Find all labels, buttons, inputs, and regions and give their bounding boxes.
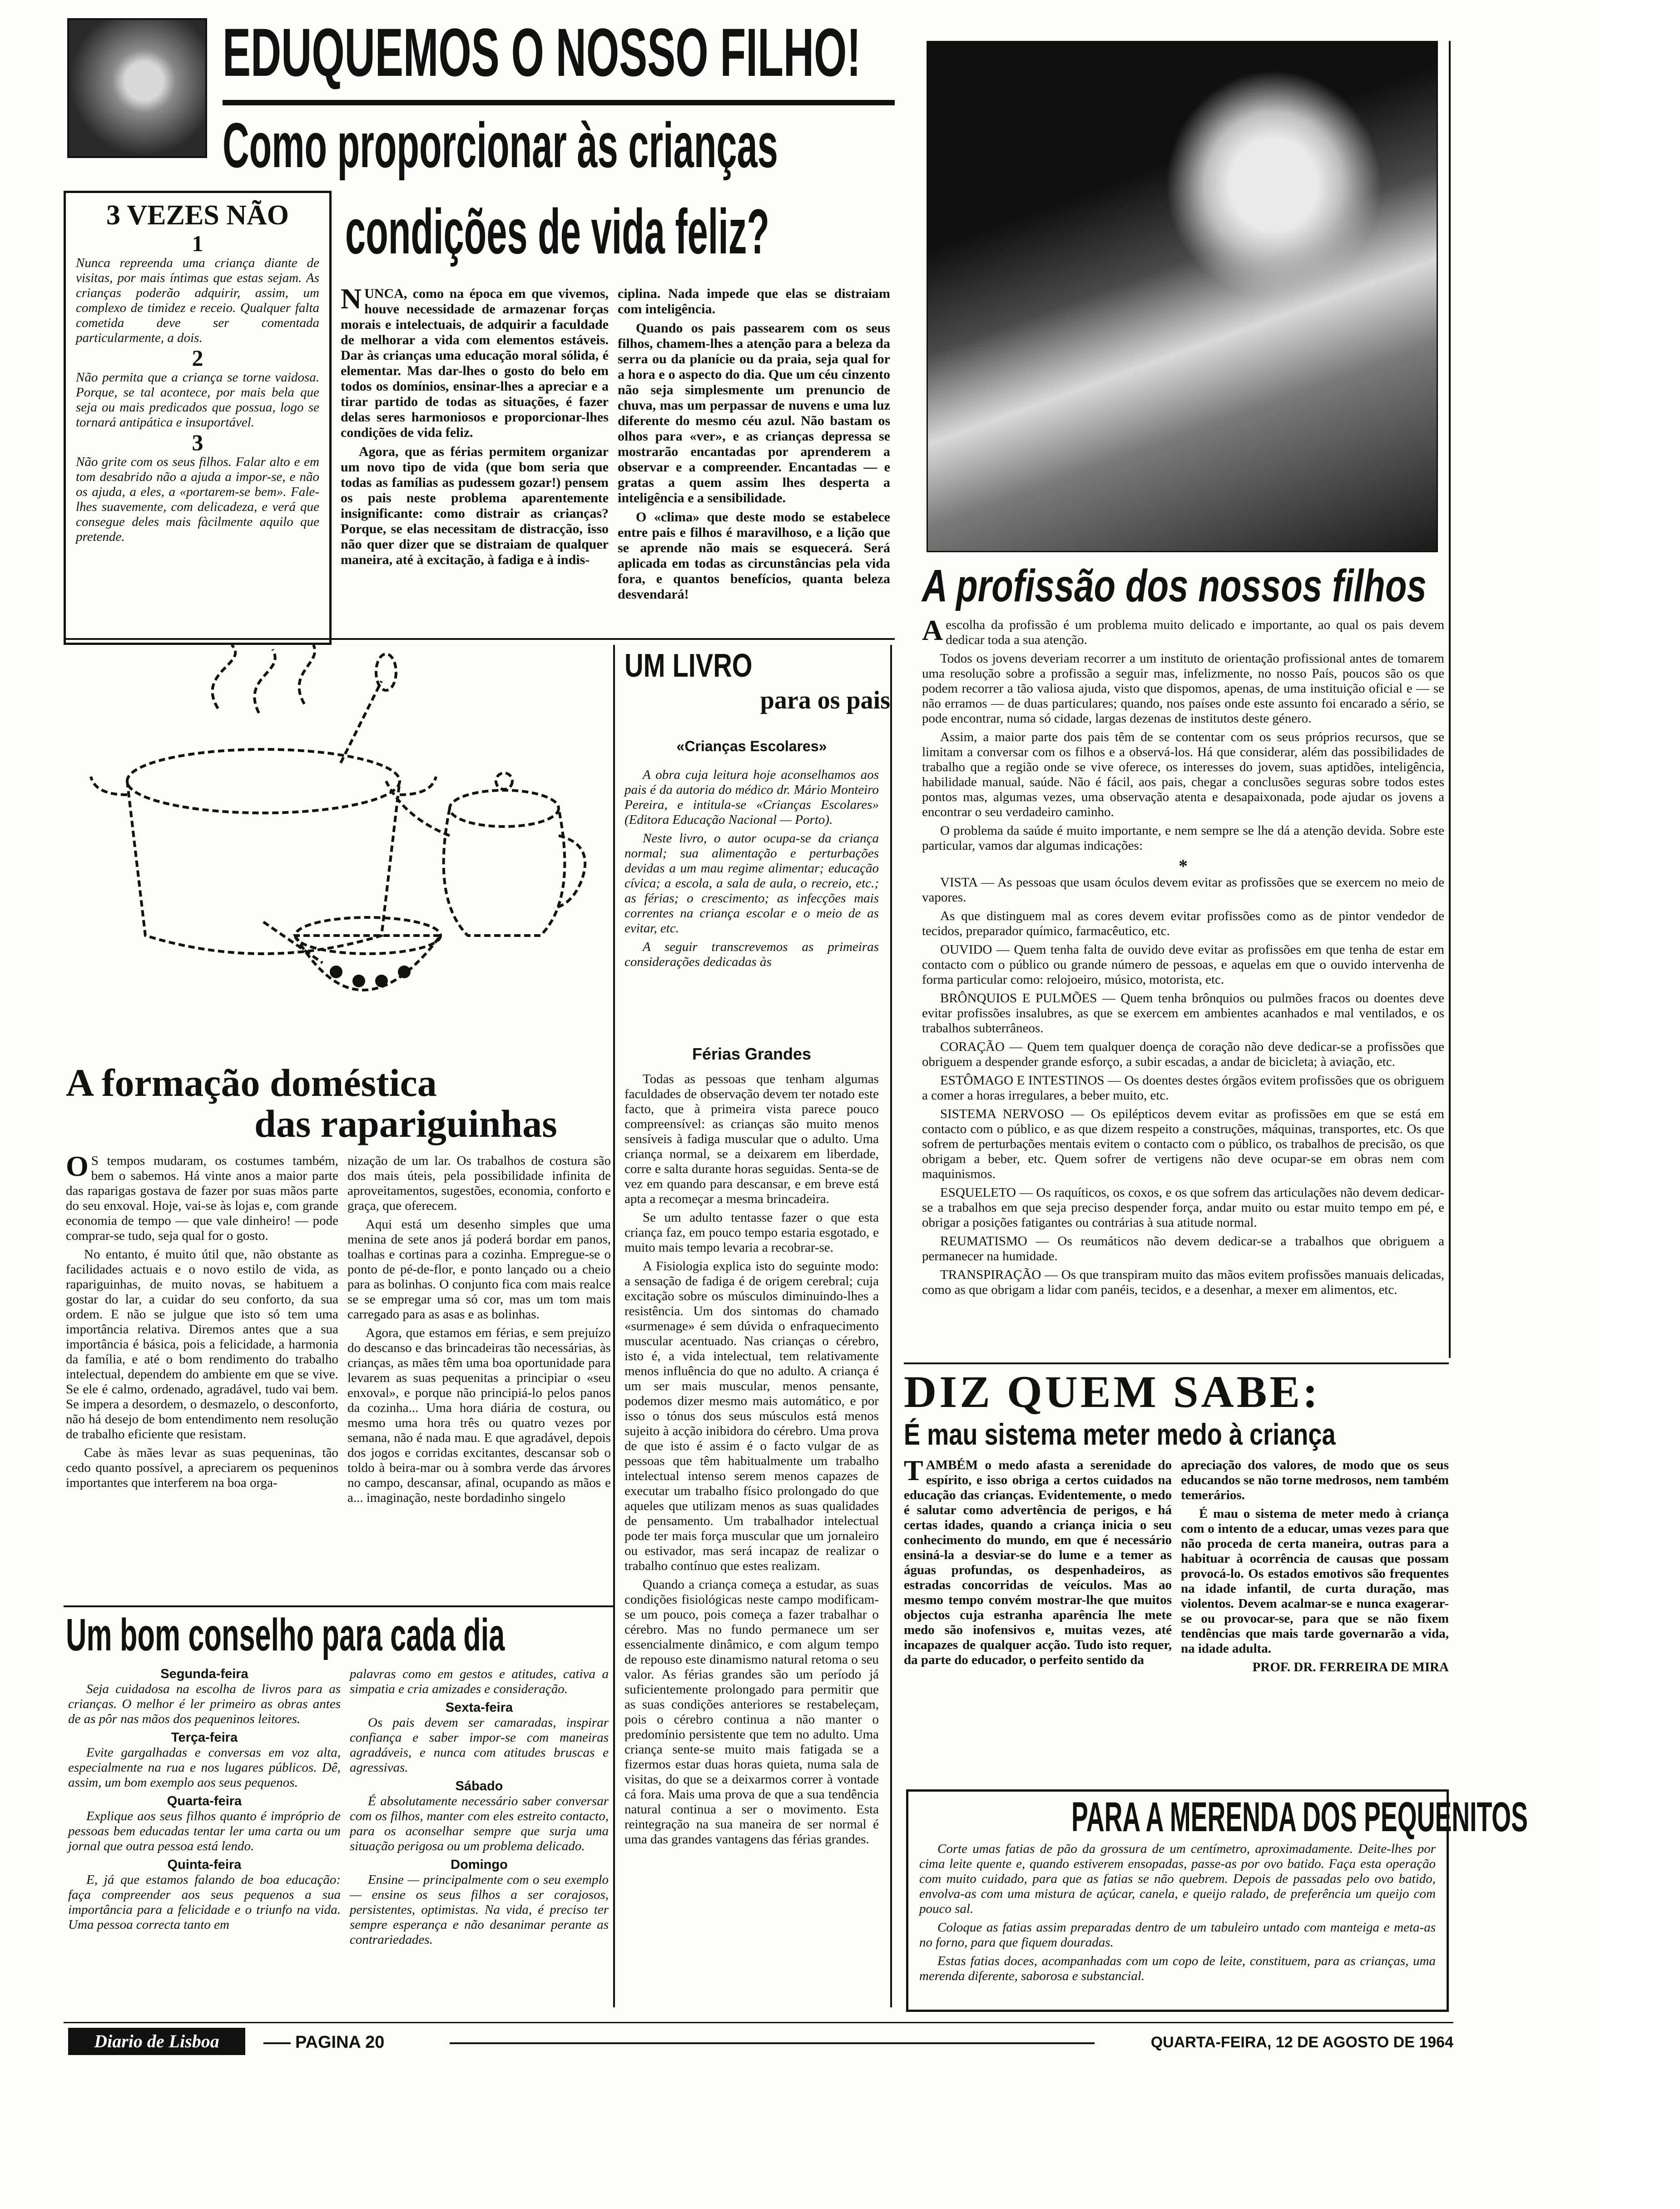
conselho-col1: Segunda-feira Seja cuidadosa na escolha de livros para as crianças. O melhor é ler primeiro as obras antes de as pôr nas mãos dos pequeninos leitores. Terça-feira Evite gargalhadas e conversas em voz alta, especialmente na rua e nos lugares públicos. Dê, assim, um bom exemplo aos seus pequenos. Quarta-feira Explique aos seus filhos quanto é impróprio de pessoas bem educadas tentar ler uma carta ou um jornal que outra pessoa está lendo. Quinta-feira E, já que estamos falando de boa educação: faça compreender aos seus pequenos a sua importância para a felicidade e o triunfo na vida. Uma pessoa correcta tanto em xyxy=(68,1667,341,1932)
formacao-title-1: A formação doméstica xyxy=(66,1061,437,1104)
footer-date: QUARTA-FEIRA, 12 DE AGOSTO DE 1964 xyxy=(1150,2034,1453,2051)
formacao-col1: OS tempos mudaram, os costumes também, bem o sabemos. Há vinte anos a maior parte das raparigas gostava de fazer por suas mãos parte do seu enxoval. Hoje, vai-se às lojas e, com grande economia de tempo — que vale dinheiro! — pode comprar-se tudo, seja qual for o gosto. No entanto, é muito útil que, não obstante as facilidades actuais e o novo estilo de vida, as rapariguinhas, de muito novas, se habituem a gostar do lar, a cuidar do seu conforto, da sua ordem. E não se julgue que isto só tem uma importância relativa. Diremos antes que a sua importância é básica, pois a felicidade, a harmonia da família, e até o bom rendimento do trabalho intelectual, dependem do ambiente em que se vive. Se ele é calmo, ordenado, agradável, tudo vai bem. Se impera a desordem, o desmazelo, o desconforto, não há desejo de bom entendimento nem resolução de trabalho eficiente que resistam. Cabe às mães levar as suas pequeninas, tão cedo quanto possível, a apreciarem os pequeninos importantes que interferem na boa orga- xyxy=(66,1150,338,1490)
livro-subtitle: para os pais xyxy=(760,686,890,714)
diz-quem-col2: apreciação dos valores, de modo que os seus educandos se não torne medrosos, nem também temerários. É mau o sistema de meter medo à criança com o intento de a educar, umas vezes para que não proceda de certa maneira, outras para a habituar à ocorrência de causas que possam provocá-lo. Os estados emotivos são frequentes na idade infantil, de curta duração, mas violentos. Devem acalmar-se e nunca exagerar-se ou provocar-se, para que se não fixem tendências que mais tarde governarão a vida, na idade adulta. PROF. DR. FERREIRA DE MIRA xyxy=(1181,1458,1449,1674)
box-item-2: 2 Não permita que a criança se torne vaidosa. Porque, se tal acontece, por mais bela que seja ou mais predicados que possua, logo se tornará antipática e insuportável. xyxy=(76,345,319,430)
lead-article-col1: NUNCA, como na época em que vivemos, houve necessidade de armazenar forças morais e intelectuais, de adquirir a faculdade de melhorar a vida com elementos estáveis. Dar às crianças uma educação moral sólida, é elementar. Mas dar-lhes o gosto do belo em todos os domínios, ensinar-lhes a apreciar e a tirar partido de todas as situações, é fazer delas seres harmoniosos e proporcionar-lhes condições de vida feliz. Agora, que as férias permitem organizar um novo tipo de vida (que bom seria que todas as famílias as pudessem gozar!) pensem os pais neste problema aparentemente insignificante: como distrair as crianças? Porque, se elas necessitam de distracção, isso não quer dizer que se distraiam de qualquer maneira, até à excitação, à fadiga e à indis- xyxy=(341,282,609,567)
profissao-body: Aescolha da profissão é um problema muito delicado e importante, ao qual os pais devem dedicar toda a sua atenção. Todos os jovens deveriam recorrer a um instituto de orientação profissional antes de tomarem uma resolução sobre a profissão a seguir mas, infelizmente, no nosso País, poucos são os que podem recorrer a tão valiosa ajuda, visto que dispomos, apenas, de uma instituição oficial e — se não erramos — de duas particulares; quando, nos países onde este assunto foi encarado a sério, se pode encontrar, numa só cidade, largas dezenas de institutos deste género. Assim, a maior parte dos pais têm de se contentar com os seus próprios recursos, que se limitam a conversar com os filhos e a observá-los. Há que considerar, além das possibilidades de trabalho que a região onde se vive oferece, os interesses do jovem, suas aptidões, inteligência, habilidade manual, saúde. Não é fácil, aos pais, chegar a conclusões seguras sobre todos estes pontos mas, algumas vezes, uma observação atenta e desapaixonada, pode ajudar os jovens a encontrar o seu verdadeiro caminho. O problema da saúde é muito importante, e nem sempre se lhe dá a atenção devida. Sobre este particular, vamos dar algumas indicações: * VISTA — As pessoas que usam óculos devem evitar as profissões que se exercem no meio de vapores. As que distinguem mal as cores devem evitar profissões como as de pintor vendedor de tecidos, preparador químico, farmacêutico, etc. OUVIDO — Quem tenha falta de ouvido deve evitar as profissões em que tenha de estar em contacto com o público ou grande número de pessoas, e aquelas em que o ouvido intervenha de forma particular como: relojoeiro, músico, motorista, etc. BRÔNQUIOS E PULMÕES — Quem tenha brônquios ou pulmões fracos ou doentes deve evitar profissões insalubres, as que se exercem em ambientes acanhados e mal ventilados, e os trabalhos subterrâneos. CORAÇÃO — Quem tem qualquer doença de coração não deve dedicar-se a profissões que obriguem a despender grande esforço, a subir escadas, a andar de bicicleta; à aviação, etc. ESTÔMAGO E INTESTINOS — Os doentes destes órgãos evitem profissões que os obriguem a comer a horas irregulares, a beber muito, etc. SISTEMA NERVOSO — Os epilépticos devem evitar as profissões em que se está em contacto com o público, e as que dizem respeito a construções, máquinas, transportes, etc. Os que sofrem de perturbações mentais evitem o contacto com o público, os trabalhos de precisão, os que obrigam a beber, etc. Quem sofrer de vertigens não deve ocupar-se em obras nem com maquinismos. ESQUELETO — Os raquíticos, os coxos, e os que sofrem das articulações não devem dedicar-se a trabalhos em que seja preciso despender força, andar muito ou estar muito tempo em pé, e obrigar a posições fatigantes ou contrárias à sua atitude normal. REUMATISMO — Os reumáticos não devem dedicar-se a trabalhos que obriguem a permanecer na humidade. TRANSPIRAÇÃO — Os que transpiram muito das mãos evitem profissões manuais delicadas, como as que obrigam a lidar com panéis, tecidos, e a desenhar, a mexer em alimentos, etc. xyxy=(922,614,1444,1297)
formacao-col2: nização de um lar. Os trabalhos de costura são dos mais úteis, pela possibilidade infinita de aproveitamentos, sugestões, economia, conforto e graça, que oferecem. Aqui está um desenho simples que uma menina de sete anos já poderá bordar em panos, toalhas e cortinas para a cozinha. Empregue-se o ponto de pé-de-flor, e ponto lançado ou a cheio para as bolinhas. O conjunto fica com mais realce se se empregar uma só cor, mas um tom mais carregado para as asas e as bolinhas. Agora, que estamos em férias, e sem prejuízo do descanso e das brincadeiras tão necessárias, às crianças, as mães têm uma boa oportunidade para levarem as suas pequenitas a principiar o «seu enxoval», e porque não principiá-lo pelos panos da cozinha... Uma hora diária de costura, ou mesmo uma hora três ou quatro vezes por semana, não é nada mau. E que agradável, depois dos jogos e corridas excitantes, descansar sob o toldo à beira-mar ou à sombra verde das árvores no campo, descansar, afinal, ocupando as mãos e a... imaginação, neste bordadinho singelo xyxy=(347,1154,611,1505)
masthead-title: EDUQUEMOS O NOSSO FILHO! xyxy=(223,14,861,90)
livro-book-title: «Crianças Escolares» xyxy=(676,738,827,754)
masthead-subtitle-2: condições de vida feliz? xyxy=(345,196,770,267)
child-photo xyxy=(67,18,207,158)
footer-page-number: PAGINA 20 xyxy=(295,2033,385,2052)
livro-body: Todas as pessoas que tenham algumas faculdades de observação devem ter notado este facto, que à primeira vista parece pouco compreensível: as crianças são muito menos sensíveis à fadiga muscular que o adulto. Uma criança normal, se a deixarem em liberdade, corre e salta durante horas seguidas. Senta-se de vez em quando para descansar, e em breve está apta a recomeçar a mesma brincadeira. Se um adulto tentasse fazer o que esta criança faz, em pouco tempo estaria esgotado, e muito mais tempo levaria a recobrar-se. A Fisiologia explica isto do seguinte modo: a sensação de fadiga é de origem cerebral; cuja excitação sobre os músculos diminuindo-lhes a resistência. Um dos sintomas do chamado «surmenage» é sem dúvida o enfraquecimento muscular acentuado. Nas crianças o cérebro, isto é, a vida intelectual, tem relativamente menos influência do que no adulto. A criança é um ser mais muscular, menos pensante, podemos dizer mesmo mais automático, e por isso o tónus dos seus músculos está menos sujeito à acção inibidora do cérebro. Uma prova de que isto é assim é o facto vulgar de as pessoas que têm habitualmente um trabalho intelectual intenso serem menos capazes de executar um trabalho físico prolongado do que aqueles que utilizam menos as suas qualidades de pensamento. Um trabalhador intelectual pode ter mais força muscular que um jornaleiro ou estivador, mas será incapaz de realizar o trabalho contínuo que estes realizam. Quando a criança começa a estudar, as suas condições fisiológicas neste campo modificam-se um pouco, pois começa a fazer trabalhar o cérebro. Mas no fundo permanece um ser essencialmente dinâmico, e com algum tempo de repouso este dinamismo natural retoma o seu valor. As férias grandes são um período já suficientemente prolongado para permitir que as suas condições anteriores se restabeleçam, pois o cérebro continua a não manter o predomínio persistente que tem no adulto. Uma criança sente-se muito mais fatigada se a fizermos estar duas horas quieta, numa sala de visitas, do que se a deixarmos correr à vontade cá fora. Mais uma prova de que a sua tendência natural continua a ser o movimento. Esta reintegração na sua maneira de ser normal é uma das grandes vantagens das férias grandes. xyxy=(624,1072,879,1847)
diz-quem-title: DIZ QUEM SABE: xyxy=(904,1367,1321,1417)
livro-title: UM LIVRO xyxy=(624,648,753,684)
diz-quem-subtitle: É mau sistema meter medo à criança xyxy=(904,1417,1336,1451)
kitchen-embroidery-illustration xyxy=(68,645,604,1054)
box-title: 3 VEZES NÃO xyxy=(106,200,289,231)
formacao-title-2: das rapariguinhas xyxy=(254,1102,557,1145)
tres-vezes-box xyxy=(64,191,332,645)
masthead-subtitle-1: Como proporcionar às crianças xyxy=(223,109,778,181)
box-item-3: 3 Não grite com os seus filhos. Falar alto e em tom desabrido não a ajuda a impor-se, e não os ajuda, a eles, a «portarem-se bem». Fale-lhes suavemente, com delicadeza, e verá que consegue deles mais fàcilmente aquilo que pretende. xyxy=(76,430,319,544)
footer-paper-name: Diario de Lisboa xyxy=(68,2028,245,2055)
box-item-1: 1 Nunca repreenda uma criança diante de visitas, por mais íntimas que estas sejam. As crianças poderão adquirir, assim, um complexo de timidez e receio. Qualquer falta cometida deve ser comentada particularmente, a dois. xyxy=(76,231,319,345)
conselho-col2: palavras como em gestos e atitudes, cativa a simpatia e cria amizades e consideração. Sexta-feira Os pais devem ser camaradas, inspirar confiança e saber impor-se com maneiras agradáveis, e nunca com atitudes bruscas e agressivas. Sábado É absolutamente necessário saber conversar com os filhos, manter com eles estreito contacto, para os aconselhar sempre que surja uma situação perigosa ou um problema delicado. Domingo Ensine — principalmente com o seu exemplo — ensine os seus filhos a ser corajosos, persistentes, optimistas. Na vida, é preciso ter sempre esperança e não desanimar perante as contrariedades. xyxy=(350,1667,609,1947)
livro-section-title: Férias Grandes xyxy=(692,1045,812,1063)
merenda-box: PARA A MERENDA DOS PEQUENITOS Corte umas fatias de pão da grossura de um centímetro, aproximadamente. Deite-lhes por cima leite quente e, quando estiverem ensopadas, passe-as por ovo batido. Faça esta operação com muito cuidado, para que as fatias se não quebrem. Depois de passadas pelo ovo batido, envolva-as com uma mistura de açúcar, canela, e queijo ralado, de preferência um queijo com pouco sal. Coloque as fatias assim preparadas dentro de um tabuleiro untado com manteiga e meta-as no forno, para que fiquem douradas. Estas fatias doces, acompanhadas com um copo de leite, constituem, para as crianças, uma merenda diferente, saborosa e substancial. xyxy=(906,1789,1449,2012)
merenda-title: PARA A MERENDA DOS PEQUENITOS xyxy=(1071,1794,1528,1840)
conselho-title: Um bom conselho para cada dia xyxy=(66,1610,505,1660)
livro-intro: A obra cuja leitura hoje aconselhamos aos pais é da autoria do médico dr. Mário Monteiro Pereira, e intitula-se «Crianças Escolares» (Editora Educação Nacional — Porto). Neste livro, o autor ocupa-se da criança normal; sua alimentação e perturbações devidas a um mau regime alimentar; educação cívica; a escola, a sala de aula, o recreio, etc.; as férias; o crescimento; as infecções mais correntes na criança escolar e o meio de as evitar, etc. A seguir transcrevemos as primeiras considerações dedicadas às xyxy=(624,768,879,969)
diz-quem-col1: TAMBÉM o medo afasta a serenidade do espírito, e isso obriga a certos cuidados na educação das crianças. Evidentemente, o medo é salutar como advertência de perigos, e há certas idades, quando a criança inicia o seu conhecimento do mundo, em que é necessário ensiná-la a desviar-se do lume e a temer as águas profundas, os despenhadeiros, as estradas concorridas de veículos. Mas ao mesmo tempo convém mostrar-lhe que muitos objectos cuja estranha aparência lhe mete medo são inofensivos e, muitas vezes, até incapazes de qualquer acção. Tudo isto requer, da parte do educador, o perfeito sentido da xyxy=(904,1454,1172,1667)
diz-quem-author: PROF. DR. FERREIRA DE MIRA xyxy=(1252,1660,1449,1674)
profissao-title: A profissão dos nossos filhos xyxy=(922,560,1427,611)
typist-photo xyxy=(927,41,1438,552)
lead-article-col2: ciplina. Nada impede que elas se distraiam com inteligência. Quando os pais passearem com os seus filhos, chamem-lhes a atenção para a beleza da serra ou da planície ou da praia, seja qual for a hora e o aspecto do dia. Que um céu cinzento não seja simplesmente um prenuncio de chuva, mas um perpassar de nuvens e uma luz diferente do mesmo céu azul. Não bastam os olhos para «ver», e as crianças depressa se mostrarão encantadas por aprenderem a observar e a compreender. Encantadas — e gratas a quem assim lhes desperta a inteligência e a sensibilidade. O «clima» que deste modo se estabelece entre pais e filhos é maravilhoso, e a lição que se aprende não mais se esquecerá. Será aplicada em todas as circunstâncias pela vida fora, e quantos benefícios, quanta beleza desvendará! xyxy=(618,286,890,602)
